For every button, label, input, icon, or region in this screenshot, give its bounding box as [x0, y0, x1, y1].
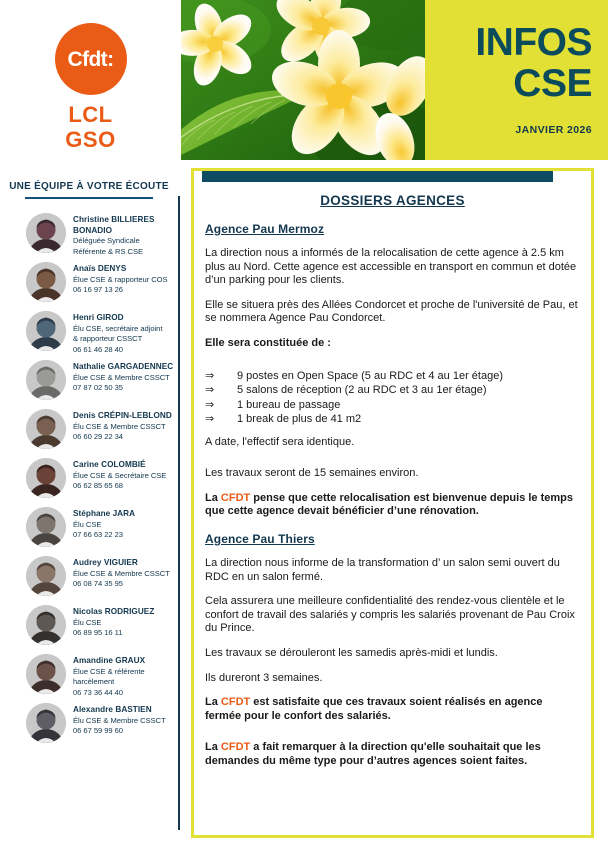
contact-name: Denis CRÉPIN-LEBLOND — [73, 411, 172, 420]
vertical-divider — [178, 196, 180, 830]
cfdt-mention: CFDT — [220, 741, 251, 754]
contact-card — [0, 458, 178, 502]
cfdt-mention: CFDT — [220, 491, 251, 504]
double-arrow-icon: ⇒ — [205, 413, 215, 426]
paragraph: Les travaux se dérouleront les samedis après-midi et lundis. — [205, 646, 498, 659]
contact-info — [73, 605, 154, 639]
contact-card — [0, 556, 178, 600]
contact-info — [73, 507, 135, 541]
list-item — [205, 369, 580, 384]
contact-role: Élue CSE & rapporteur COS — [73, 274, 168, 284]
list-item-label: 5 salons de réception (2 au RDC et 3 au 1er étage) — [237, 384, 487, 397]
page-title: DOSSIERS AGENCES — [320, 193, 465, 208]
avatar — [26, 556, 66, 596]
list-item — [205, 383, 580, 398]
contact-phone[interactable]: 06 16 97 13 26 — [73, 285, 123, 294]
contact-card — [0, 507, 178, 551]
contact-name: Henri GIROD — [73, 313, 124, 322]
paragraph: Les travaux seront de 15 semaines environ. — [205, 467, 419, 480]
contact-name: Nicolas RODRIGUEZ — [73, 607, 155, 616]
brand-line-gso: GSO — [65, 127, 116, 152]
paragraph: Elle se situera près des Allées Condorcet et proche de l'université de Pau, et se nommera Agence Pau Condorcet. — [205, 298, 578, 325]
contact-info — [73, 311, 162, 355]
contact-name: Carine COLOMBIÉ — [73, 460, 146, 469]
avatar — [26, 311, 66, 351]
contact-info — [73, 213, 174, 257]
title-cse: CSE — [513, 62, 592, 105]
contact-role: Élu CSE — [73, 617, 102, 627]
text-rest: est satisfaite que ces travaux soient réalisés en agence fermée pour le confort des salariés. — [205, 696, 543, 722]
cfdt-logo-label: Cfdt: — [67, 47, 114, 71]
paragraph: Ils dureront 3 semaines. — [205, 671, 323, 684]
double-arrow-icon: ⇒ — [205, 398, 215, 411]
contact-info — [73, 703, 166, 737]
brand-block — [0, 0, 181, 160]
brand-line-lcl: LCL — [68, 102, 113, 127]
contact-role: Élu CSE & Membre CSSCT — [73, 715, 166, 725]
contact-phone[interactable]: 06 89 95 16 11 — [73, 628, 123, 637]
contact-name: Amandine GRAUX — [73, 656, 146, 665]
contact-name: Anaïs DENYS — [73, 264, 127, 273]
list-item-label: 1 break de plus de 41 m2 — [237, 413, 362, 426]
content-topbar-accent — [202, 171, 553, 182]
contact-phone[interactable]: 07 87 02 50 35 — [73, 383, 123, 392]
contact-role: Référente & RS CSE — [73, 246, 144, 256]
cfdt-logo-icon — [55, 23, 127, 95]
avatar — [26, 213, 66, 253]
paragraph-cfdt-statement — [205, 741, 580, 768]
cfdt-mention: CFDT — [220, 696, 251, 709]
list-item-label: 1 bureau de passage — [237, 398, 341, 411]
avatar — [26, 458, 66, 498]
contact-role: Élue CSE & Membre CSSCT — [73, 372, 170, 382]
text-rest: a fait remarquer à la direction qu'elle souhaitait que les demandes du même type pour d’autres agences soient faites. — [205, 741, 541, 767]
contact-phone[interactable]: 06 67 59 99 60 — [73, 726, 123, 735]
contact-name: Stéphane JARA — [73, 509, 136, 518]
avatar — [26, 360, 66, 400]
contact-info — [73, 556, 170, 590]
contact-card — [0, 262, 178, 306]
contact-role: Élue CSE & référente — [73, 666, 145, 676]
double-arrow-icon: ⇒ — [205, 384, 215, 397]
frangipani-banner-image — [181, 0, 425, 160]
contact-card — [0, 409, 178, 453]
contact-phone[interactable]: 06 62 85 65 68 — [73, 481, 123, 490]
paragraph-cfdt-statement — [205, 696, 580, 723]
text-prefix: La — [205, 696, 221, 709]
avatar — [26, 605, 66, 645]
avatar — [26, 262, 66, 302]
page-header — [0, 0, 608, 160]
contact-info — [73, 262, 168, 296]
text-prefix: La — [205, 741, 221, 754]
contact-card — [0, 311, 178, 355]
team-sidebar — [0, 160, 178, 852]
paragraph: A date, l'effectif sera identique. — [205, 435, 355, 448]
paragraph: La direction nous a informés de la relocalisation de cette agence à 2.5 km plus au Nord. Cette agence est accessible en transport en commun et dotée d’un parking pour les clients. — [205, 247, 577, 287]
contact-phone[interactable]: 06 73 36 44 40 — [73, 687, 123, 697]
contact-role: Élue CSE & Secrétaire CSE — [73, 470, 167, 480]
issue-date: JANVIER 2026 — [515, 124, 592, 136]
contact-info — [73, 360, 173, 394]
avatar — [26, 409, 66, 449]
contact-role: Élue CSE & Membre CSSCT — [73, 568, 170, 578]
avatar — [26, 654, 66, 694]
contact-card — [0, 213, 178, 257]
contact-info — [73, 654, 145, 698]
agency-features-list — [205, 369, 580, 427]
contact-card — [0, 360, 178, 404]
list-item-label: 9 postes en Open Space (5 au RDC et 4 au 1er étage) — [237, 369, 503, 382]
paragraph: La direction nous informe de la transformation d’ un salon semi ouvert du RDC en un salon fermé. — [205, 556, 560, 583]
list-item — [205, 398, 580, 413]
contact-role: Élu CSE — [73, 519, 102, 529]
contact-role: Élu CSE & Membre CSSCT — [73, 421, 166, 431]
contact-card — [0, 654, 178, 698]
newsletter-title-block — [425, 0, 608, 160]
contact-card — [0, 703, 178, 747]
contact-info — [73, 458, 166, 492]
contact-phone[interactable]: 06 61 46 28 40 — [73, 344, 123, 354]
contact-name: Alexandre BASTIEN — [73, 705, 152, 714]
section-heading-pau-mermoz: Agence Pau Mermoz — [205, 222, 325, 236]
contact-role: & rapporteur CSSCT — [73, 334, 143, 343]
contact-name: Nathalie GARGADENNEC — [73, 362, 174, 371]
contact-info — [73, 409, 172, 443]
avatar — [26, 507, 66, 547]
sidebar-divider-rule — [25, 197, 153, 199]
paragraph-cfdt-statement — [205, 492, 580, 519]
list-item — [205, 412, 580, 427]
content-body — [194, 171, 591, 768]
contact-phone[interactable]: 06 08 74 35 95 — [73, 579, 123, 588]
contact-list — [0, 209, 178, 747]
contact-phone[interactable]: 06 60 29 22 34 — [73, 432, 123, 441]
section-heading-pau-thiers: Agence Pau Thiers — [205, 531, 315, 546]
avatar — [26, 703, 66, 743]
contact-name: Audrey VIGUIER — [73, 558, 138, 567]
double-arrow-icon: ⇒ — [205, 369, 215, 382]
contact-name: Christine BILLIERES BONADIO — [73, 215, 155, 235]
contact-role: Élu CSE, secrétaire adjoint — [73, 323, 163, 333]
contact-role: Déléguée Syndicale — [73, 236, 140, 245]
text-prefix: La — [205, 491, 221, 504]
sidebar-title: UNE ÉQUIPE À VOTRE ÉCOUTE — [9, 181, 169, 192]
paragraph: Cela assurera une meilleure confidentialité des rendez-vous clientèle et le confort de travail des salariés y compris les salariés provenant de Pau Croix du Prince. — [205, 595, 575, 635]
paragraph: Elle sera constituée de : — [205, 336, 331, 349]
text-rest: pense que cette relocalisation est bienvenue depuis le temps que cette agence devait bénéficier d’une rénovation. — [205, 491, 574, 518]
title-infos: INFOS — [475, 21, 592, 64]
contact-phone[interactable]: 07 66 63 22 23 — [73, 530, 123, 539]
content-frame — [191, 168, 594, 838]
contact-role: harcèlement — [73, 677, 115, 686]
contact-card — [0, 605, 178, 649]
